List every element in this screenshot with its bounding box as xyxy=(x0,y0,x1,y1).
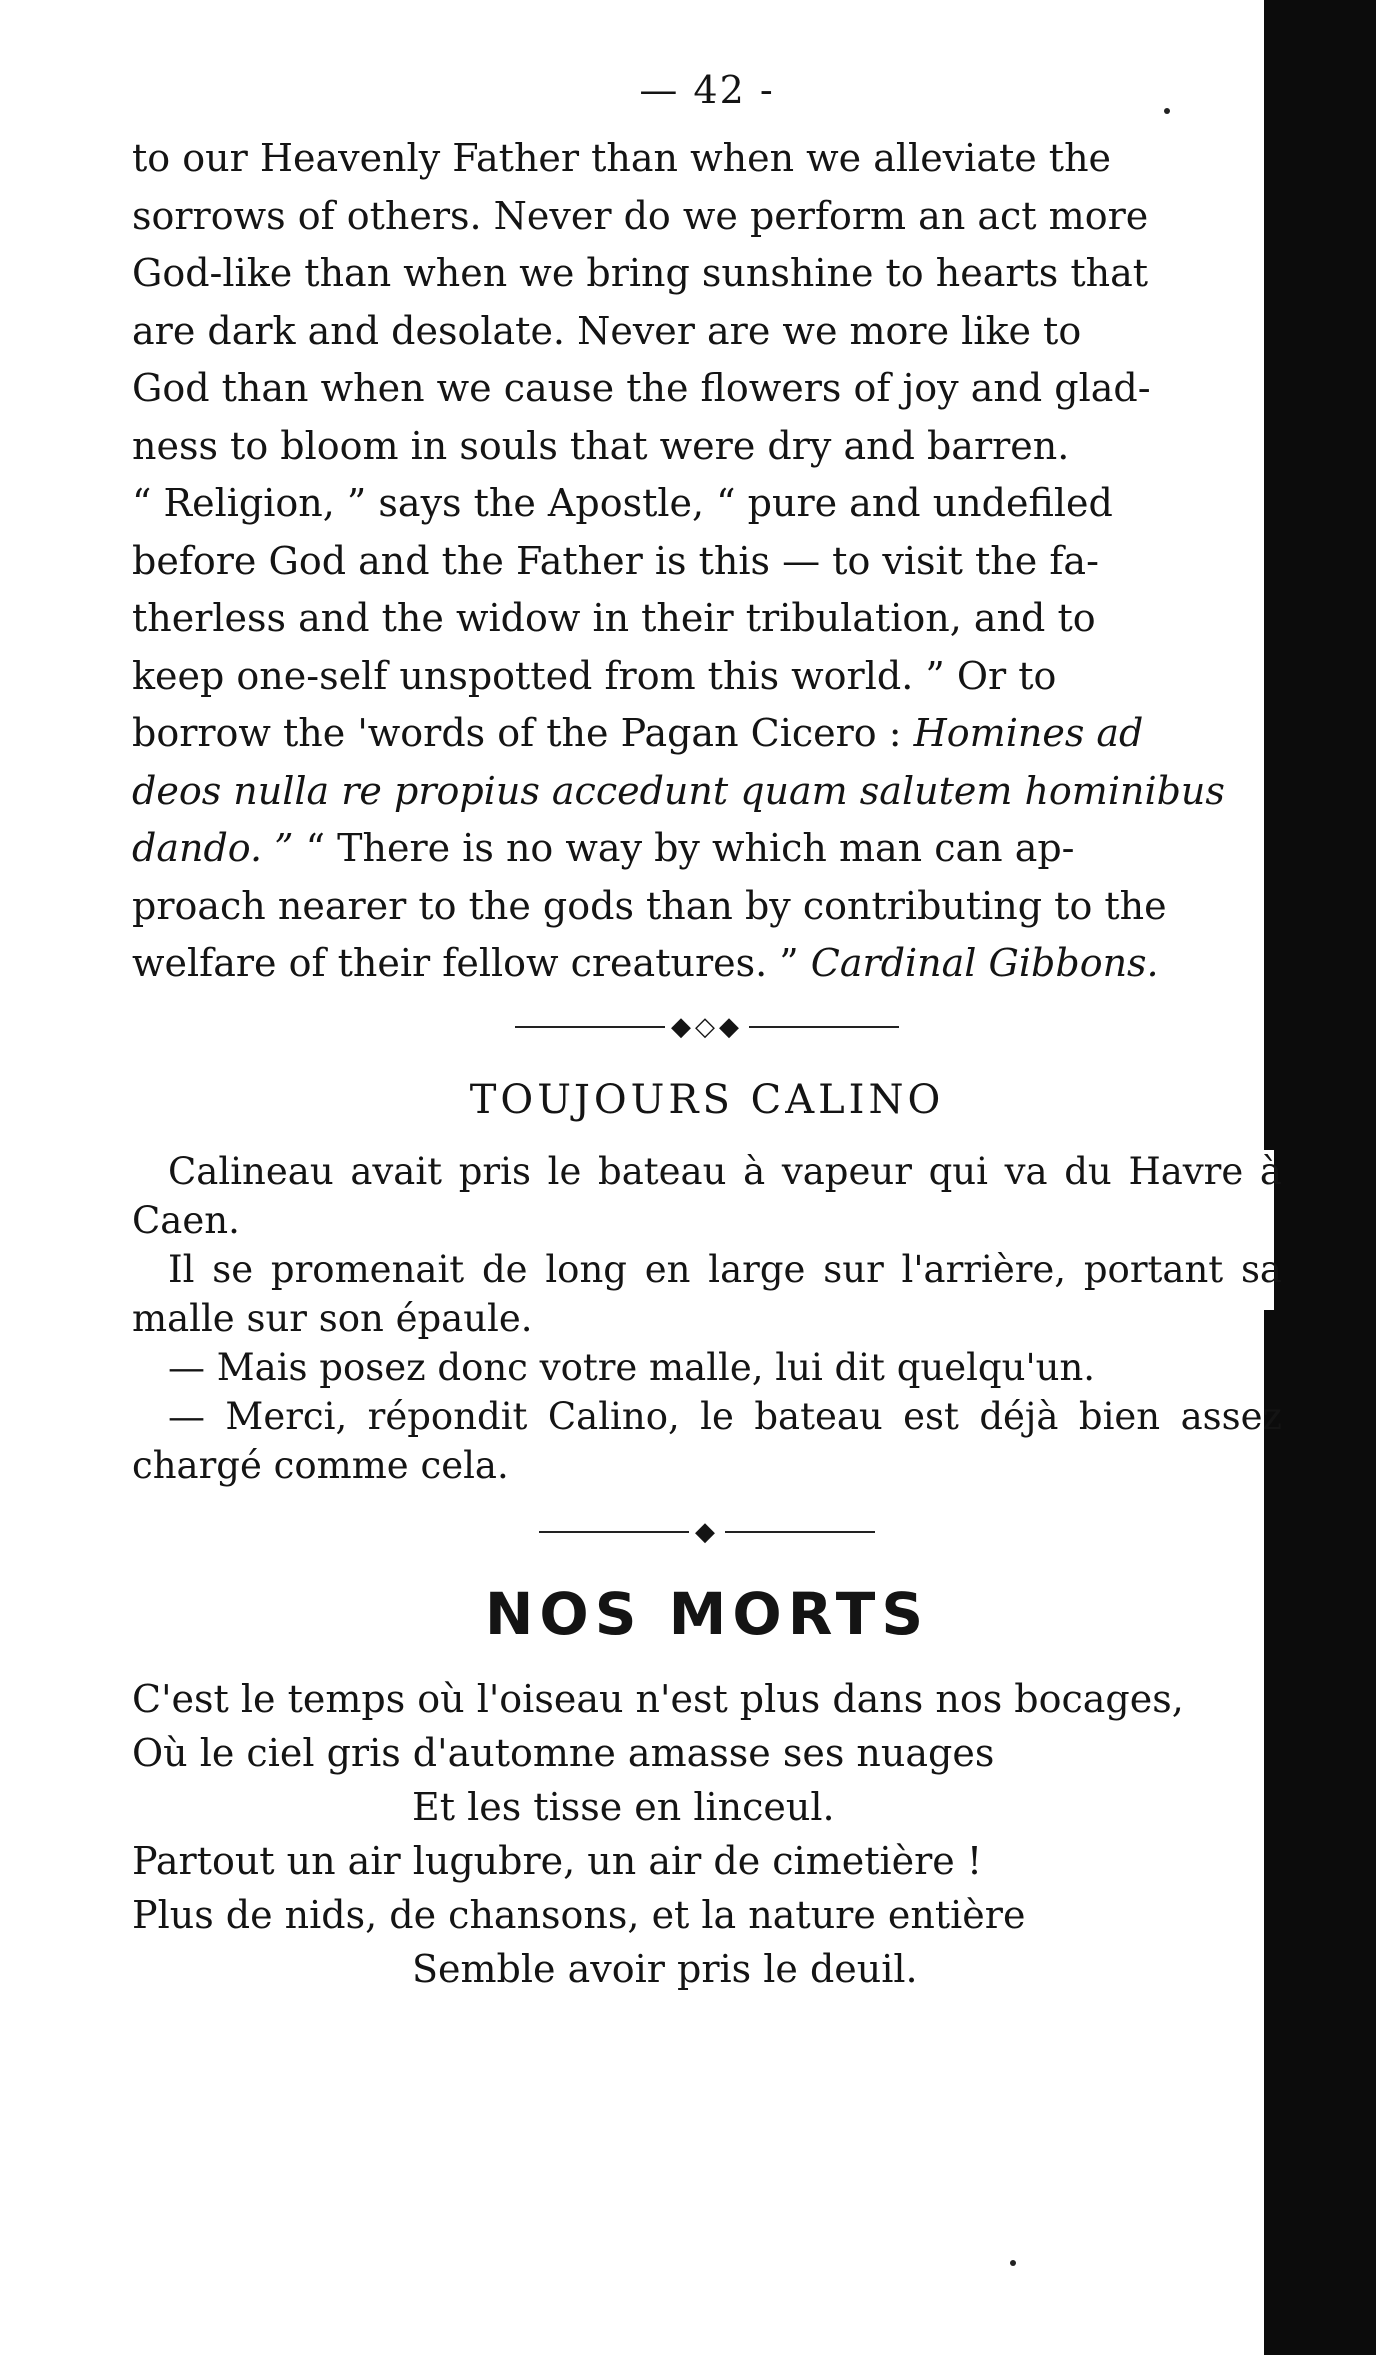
translation-line: welfare of their fellow creatures. ” xyxy=(132,941,799,985)
cicero-prefix: borrow the 'words of the Pagan Cicero : xyxy=(132,711,902,755)
text-line: therless and the widow in their tribulation, and to xyxy=(132,596,1096,640)
poem-line: Où le ciel gris d'automne amasse ses nuages xyxy=(132,1730,995,1775)
text-line: keep one-self unspotted from this world. ” Or to xyxy=(132,653,1057,698)
section-title-toujours-calino: TOUJOURS CALINO xyxy=(469,1076,945,1123)
text-line: “ Religion, ” says the Apostle, “ pure and undefiled xyxy=(132,481,1113,525)
anecdote-paragraph: Calineau avait pris le bateau à vapeur qui va du Havre à Caen. xyxy=(132,1149,1282,1242)
poem-nos-morts xyxy=(132,1672,1282,1996)
text-line: to our Heavenly Father than when we alleviate the xyxy=(132,136,1112,180)
text-line: are dark and desolate. Never are we more like to xyxy=(132,308,1082,353)
poem-line: Et les tisse en linceul. xyxy=(412,1784,835,1829)
divider-ornament: ◆◇◆ xyxy=(671,1011,743,1042)
section-title-nos-morts: NOS MORTS xyxy=(484,1579,930,1648)
anecdote-paragraph: Il se promenait de long en large sur l'arrière, portant sa malle sur son épaule. xyxy=(132,1247,1282,1340)
text-line: before God and the Father is this — to visit the fa- xyxy=(132,538,1099,583)
section-divider xyxy=(132,1512,1282,1552)
text-line: God-like than when we bring sunshine to hearts that xyxy=(132,251,1149,295)
divider-line xyxy=(515,1026,665,1028)
anecdote-paragraph: — Mais posez donc votre malle, lui dit quelqu'un. xyxy=(168,1345,1096,1389)
attribution: Cardinal Gibbons. xyxy=(810,941,1159,985)
divider-line xyxy=(539,1531,689,1533)
poem-line: Partout un air lugubre, un air de cimetière ! xyxy=(132,1838,983,1883)
anecdote-paragraph: — Merci, répondit Calino, le bateau est déjà bien assez chargé comme cela. xyxy=(132,1394,1282,1487)
text-line: sorrows of others. Never do we perform an act more xyxy=(132,193,1149,238)
latin-quote: deos nulla re propius accedunt quam salutem hominibus xyxy=(132,768,1225,813)
calino-anecdote xyxy=(132,1147,1282,1490)
text-line: God than when we cause the flowers of joy and glad- xyxy=(132,366,1151,410)
text-line xyxy=(132,820,1282,878)
poem-line: Plus de nids, de chansons, et la nature entière xyxy=(132,1892,1026,1937)
text-line xyxy=(132,705,1282,763)
poem-line: C'est le temps où l'oiseau n'est plus dans nos bocages, xyxy=(132,1676,1184,1721)
divider-ornament: ◆ xyxy=(695,1516,719,1547)
divider-line xyxy=(749,1026,899,1028)
translation-line: proach nearer to the gods than by contributing to the xyxy=(132,883,1167,928)
ink-speck xyxy=(1164,108,1170,114)
ink-speck xyxy=(1010,2260,1016,2266)
divider-line xyxy=(725,1531,875,1533)
page-content xyxy=(132,68,1282,1996)
page-number: — 42 - xyxy=(639,68,775,112)
poem-line: Semble avoir pris le deuil. xyxy=(412,1946,918,1991)
section-divider xyxy=(132,1007,1282,1047)
text-line: ness to bloom in souls that were dry and barren. xyxy=(132,423,1070,468)
translation-line: “ There is no way by which man can ap- xyxy=(305,826,1075,870)
latin-quote: Homines ad xyxy=(913,711,1144,755)
text-line xyxy=(132,935,1282,993)
latin-quote: dando. ” xyxy=(132,826,294,870)
opening-paragraph xyxy=(132,130,1282,993)
